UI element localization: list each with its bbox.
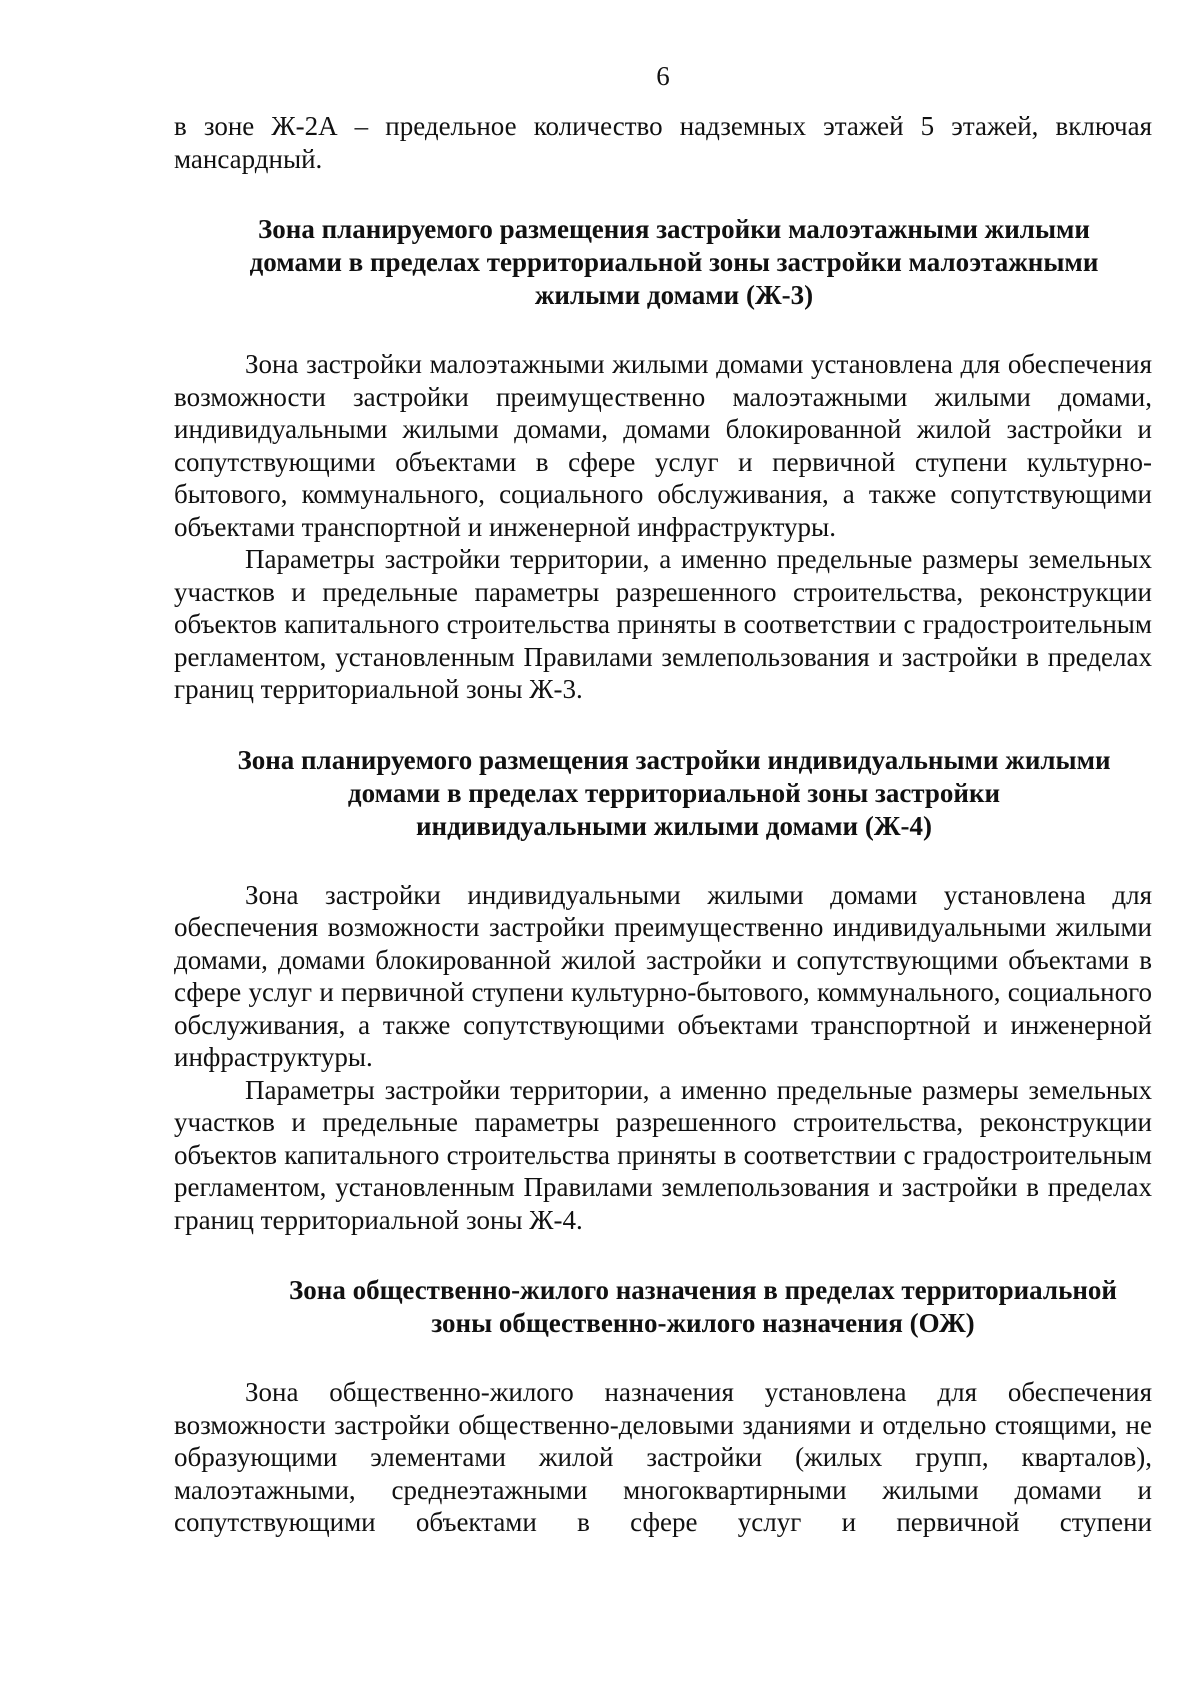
heading-line: домами в пределах территориальной зоны застройки малоэтажными: [249, 247, 1099, 277]
heading-line: зоны общественно-жилого назначения (ОЖ): [431, 1308, 975, 1338]
heading-line: Зона планируемого размещения застройки индивидуальными жилыми: [237, 744, 1111, 775]
section-zh4-paragraph-2: Параметры застройки территории, а именно предельные размеры земельных участков и предельные параметры разрешенного строительства, реконструкции объектов капитального строительства приняты в соответствии с градостроительным регламентом, установленным Правилами землепользования и застройки в пределах границ территориальной зоны Ж-4.: [174, 1074, 1152, 1235]
heading-line: домами в пределах территориальной зоны застройки: [347, 777, 1001, 808]
heading-line: жилыми домами (Ж-3): [534, 280, 814, 310]
heading-line: Зона общественно-жилого назначения в пределах территориальной: [289, 1275, 1117, 1305]
section-zh3-paragraph-1: Зона застройки малоэтажными жилыми домами установлена для обеспечения возможности застройки преимущественно малоэтажными жилыми домами, индивидуальными жилыми домами, домами блокированной жилой застройки и сопутствующими объектами в сфере услуг и первичной ступени культурно-бытового, коммунального, социального обслуживания, а также сопутствующими объектами транспортной и инженерной инфраструктуры.: [174, 349, 1152, 542]
heading-line: Зона планируемого размещения застройки малоэтажными жилыми: [258, 214, 1090, 244]
section-ozh-paragraph-1: Зона общественно-жилого назначения установлена для обеспечения возможности застройки общественно-деловыми зданиями и отдельно стоящими, не образующими элементами жилой застройки (жилых групп, кварталов), малоэтажными, среднеэтажными многоквартирными жилыми домами и сопутствующими объектами в сфере услуг и первичной ступени: [174, 1377, 1152, 1537]
section-heading-ozh: [254, 1274, 1152, 1340]
page-number: 6: [656, 61, 670, 91]
section-zh4-paragraph-1: Зона застройки индивидуальными жилыми домами установлена для обеспечения возможности застройки преимущественно индивидуальными жилыми домами, домами блокированной жилой застройки и сопутствующими объектами в сфере услуг и первичной ступени культурно-бытового, коммунального, социального обслуживания, а также сопутствующими объектами транспортной и инженерной инфраструктуры.: [174, 879, 1152, 1072]
section-zh3-paragraph-2: Параметры застройки территории, а именно предельные размеры земельных участков и предельные параметры разрешенного строительства, реконструкции объектов капитального строительства приняты в соответствии с градостроительным регламентом, установленным Правилами землепользования и застройки в пределах границ территориальной зоны Ж-3.: [174, 544, 1152, 704]
heading-line: индивидуальными жилыми домами (Ж-4): [415, 810, 933, 841]
document-page: [174, 60, 1152, 1539]
section-heading-zh4: [196, 744, 1152, 843]
intro-paragraph: в зоне Ж-2А – предельное количество надземных этажей 5 этажей, включая мансардный.: [174, 111, 1152, 174]
section-heading-zh3: [196, 213, 1152, 312]
